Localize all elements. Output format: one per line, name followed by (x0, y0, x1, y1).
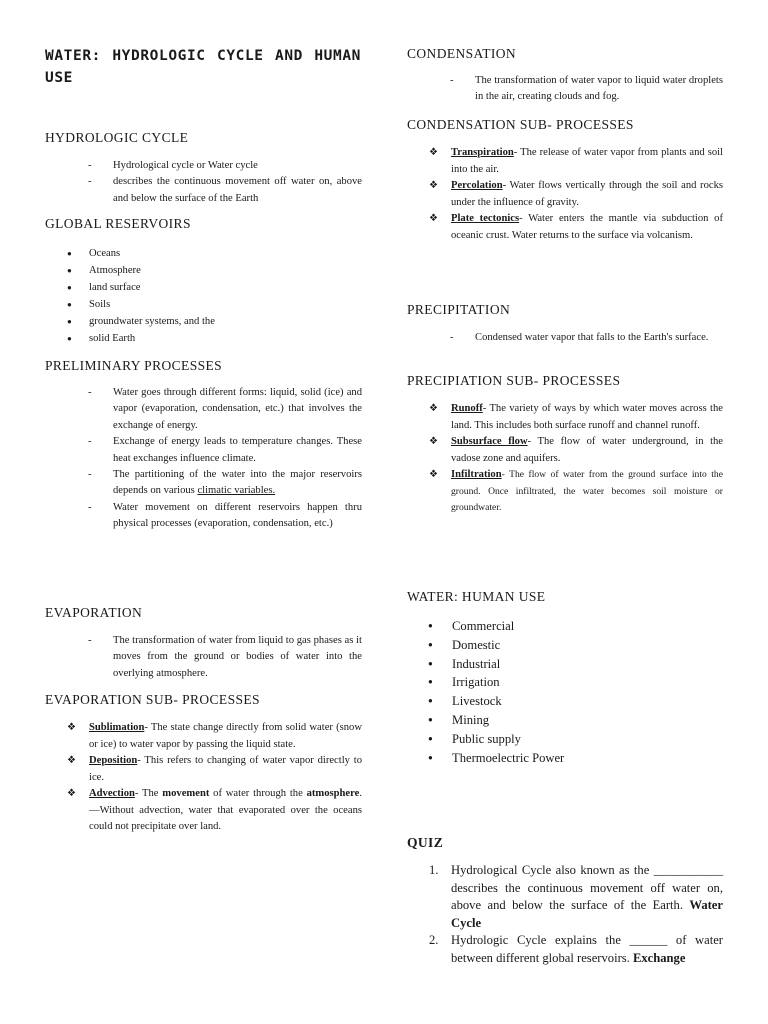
list-item: ● Mining (428, 711, 718, 730)
global-reservoirs-heading: GLOBAL RESERVOIRS (45, 216, 191, 231)
list-item: ● Public supply (428, 730, 718, 749)
list-item: - Water movement on different reservoirs happen thru physical processes (evaporation, condensation, etc.) (88, 500, 362, 533)
hydrologic-cycle-list (88, 158, 362, 207)
hydrologic-cycle-heading: HYDROLOGIC CYCLE (45, 130, 189, 145)
advection-text: .—Without advection, water that evaporated over the oceans could not precipitate over land. (89, 788, 362, 832)
list-item (429, 178, 723, 211)
evaporation-list (88, 633, 362, 682)
infiltration-text: - The flow of water from the ground surface into the ground. Once infiltrated, the water becomes soil moisture or groundwater. (451, 469, 723, 513)
list-item: - describes the continuous movement off water on, above and below the surface of the Earth (88, 174, 362, 207)
global-reservoirs-list (67, 245, 357, 347)
list-item: - Exchange of energy leads to temperature changes. These heat exchanges influence climate. (88, 434, 362, 467)
question-text: Hydrologic Cycle explains the ______ of water between different global reservoirs. (451, 933, 723, 965)
list-item (429, 145, 723, 178)
quiz-list (429, 862, 723, 968)
list-item: ● land surface (67, 279, 357, 296)
list-item: - The transformation of water from liquid to gas phases as it moves from the ground or bodies of water into the overlying atmosphere. (88, 633, 362, 682)
quiz-heading: QUIZ (407, 835, 444, 850)
question-number: 2. (429, 933, 439, 948)
precipitation-heading: PRECIPITATION (407, 302, 511, 317)
precipitation-subprocesses-list (429, 401, 723, 517)
subsurface-flow-term: Subsurface flow (451, 436, 528, 447)
evaporation-subprocesses-heading: EVAPORATION SUB- PROCESSES (45, 692, 260, 707)
preliminary-processes-heading: PRELIMINARY PROCESSES (45, 358, 223, 373)
list-item: ● Atmosphere (67, 262, 357, 279)
item-text: The partitioning of the water into the major reservoirs depends on various (113, 469, 362, 497)
list-item: ● Livestock (428, 692, 718, 711)
list-item (88, 467, 362, 500)
list-item: ● Domestic (428, 636, 718, 655)
list-item: - Condensed water vapor that falls to the Earth's surface. (450, 330, 723, 346)
list-item: ● Soils (67, 296, 357, 313)
climatic-variables-underlined: climatic variables. (197, 485, 276, 497)
list-item: - Water goes through different forms: liquid, solid (ice) and vapor (evaporation, condensation, etc.) that involves the exchange of energy. (88, 385, 362, 434)
transpiration-term: Transpiration (451, 147, 514, 158)
evaporation-heading: EVAPORATION (45, 605, 143, 620)
question-answer: Water Cycle (451, 898, 723, 930)
list-item: ● Irrigation (428, 673, 718, 692)
human-use-list (428, 617, 718, 767)
sublimation-text: - The state change directly from solid water (snow or ice) to water vapor by passing the liquid state. (89, 722, 362, 750)
question-number: 1. (429, 863, 439, 877)
subsurface-flow-text: - The flow of water underground, in the vadose zone and aquifers. (451, 436, 724, 464)
document-title: WATER: HYDROLOGIC CYCLE AND HUMAN USE (45, 48, 361, 86)
list-item (429, 211, 723, 244)
list-item (429, 467, 723, 517)
condensation-subprocesses-list (429, 145, 723, 244)
condensation-list (450, 73, 723, 106)
list-item: ● groundwater systems, and the (67, 313, 357, 330)
condensation-subprocesses-heading: CONDENSATION SUB- PROCESSES (407, 117, 634, 132)
quiz-question (429, 862, 723, 932)
list-item: ● Oceans (67, 245, 357, 262)
preliminary-processes-list (88, 385, 362, 533)
list-item: ● Commercial (428, 617, 718, 636)
infiltration-term: Infiltration (451, 469, 502, 480)
question-text: Hydrological Cycle also known as the ___________ describes the continuous movement off water on, above and below the surface of the Earth. (451, 863, 723, 913)
list-item: ● Thermoelectric Power (428, 749, 718, 768)
list-item (429, 401, 723, 434)
list-item: - The transformation of water vapor to liquid water droplets in the air, creating clouds and fog. (450, 73, 723, 106)
human-use-heading: WATER: HUMAN USE (407, 589, 546, 604)
quiz-question (429, 932, 723, 967)
precipitation-subprocesses-heading: PRECIPIATION SUB- PROCESSES (407, 373, 621, 388)
list-item: - Hydrological cycle or Water cycle (88, 158, 362, 174)
plate-tectonics-text: - Water enters the mantle via subduction of oceanic crust. Water returns to the surface via volcanism. (451, 213, 723, 241)
transpiration-text: - The release of water vapor from plants and soil into the air. (451, 147, 723, 175)
list-item (67, 753, 362, 786)
list-item: ● solid Earth (67, 330, 357, 347)
evaporation-subprocesses-list (67, 720, 362, 836)
atmosphere-bold: atmosphere (306, 788, 360, 799)
deposition-text: - This refers to changing of water vapor directly to ice. (89, 755, 362, 783)
list-item (429, 434, 723, 467)
deposition-term: Deposition (89, 755, 138, 766)
advection-text: of water through the (209, 788, 307, 799)
question-answer: Exchange (632, 950, 686, 965)
condensation-heading: CONDENSATION (407, 46, 517, 61)
percolation-term: Percolation (451, 180, 503, 191)
list-item: ● Industrial (428, 655, 718, 674)
list-item (67, 786, 362, 836)
runoff-term: Runoff (451, 403, 483, 414)
runoff-text: - The variety of ways by which water moves across the land. This includes both surface runoff and channel runoff. (451, 403, 723, 431)
sublimation-term: Sublimation (89, 722, 145, 733)
percolation-text: - Water flows vertically through the soil and rocks under the influence of gravity. (451, 180, 723, 208)
precipitation-list (450, 330, 723, 346)
plate-tectonics-term: Plate tectonics (451, 213, 520, 224)
advection-text: - The (134, 788, 163, 799)
movement-bold: movement (162, 788, 210, 799)
list-item (67, 720, 362, 753)
advection-term: Advection (89, 788, 135, 799)
